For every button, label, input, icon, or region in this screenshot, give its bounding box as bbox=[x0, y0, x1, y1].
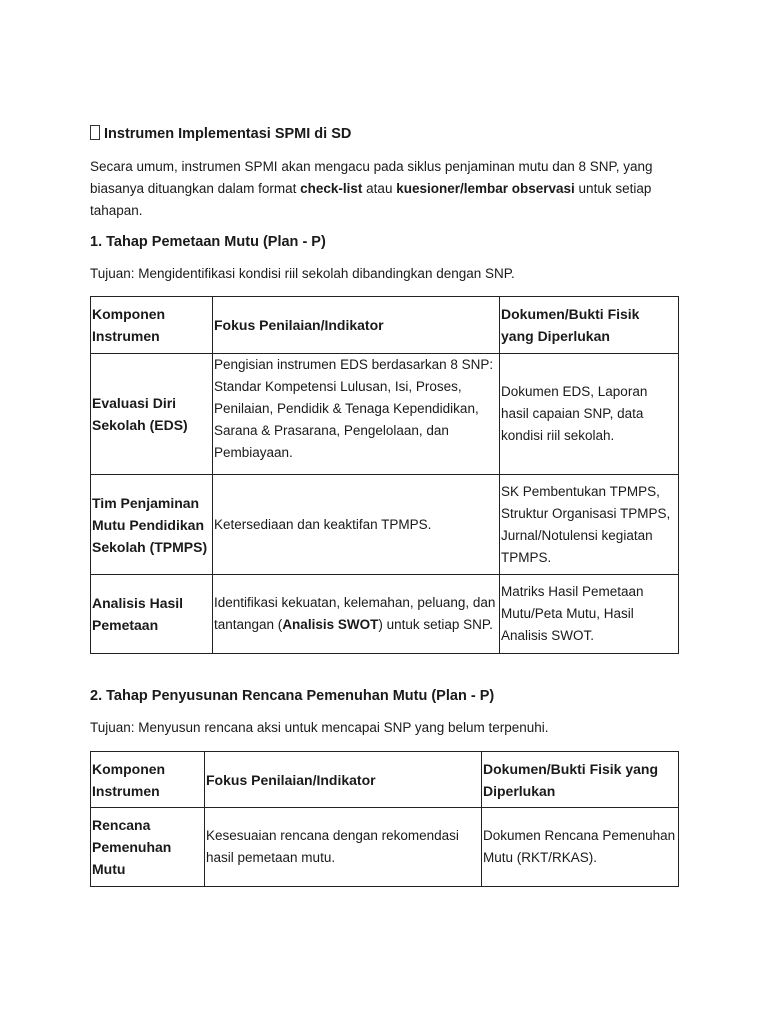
cell-fokus-text-2: ) untuk setiap SNP. bbox=[378, 617, 493, 632]
cell-komponen: Rencana Pemenuhan Mutu bbox=[91, 808, 205, 887]
header-fokus: Fokus Penilaian/Indikator bbox=[205, 752, 482, 808]
cell-dokumen: Matriks Hasil Pemetaan Mutu/Peta Mutu, Hasil Analisis SWOT. bbox=[500, 575, 679, 654]
section-1-table bbox=[90, 296, 679, 654]
section-2-goal: Tujuan: Menyusun rencana aksi untuk mencapai SNP yang belum terpenuhi. bbox=[90, 720, 549, 735]
cell-fokus: Kesesuaian rencana dengan rekomendasi hasil pemetaan mutu. bbox=[205, 808, 482, 887]
header-komponen: Komponen Instrumen bbox=[91, 297, 213, 354]
cell-fokus: Ketersediaan dan keaktifan TPMPS. bbox=[213, 475, 500, 575]
intro-text-2: atau bbox=[362, 181, 397, 196]
section-1-goal: Tujuan: Mengidentifikasi kondisi riil sekolah dibandingkan dengan SNP. bbox=[90, 266, 515, 281]
header-komponen: Komponen Instrumen bbox=[91, 752, 205, 808]
table-row bbox=[91, 575, 679, 654]
cell-komponen: Analisis Hasil Pemetaan bbox=[91, 575, 213, 654]
table-header-row bbox=[91, 752, 679, 808]
intro-paragraph bbox=[90, 156, 678, 222]
table-row bbox=[91, 475, 679, 575]
header-dokumen: Dokumen/Bukti Fisik yang Diperlukan bbox=[500, 297, 679, 354]
document-title bbox=[90, 124, 351, 144]
header-fokus: Fokus Penilaian/Indikator bbox=[213, 297, 500, 354]
section-2-heading: 2. Tahap Penyusunan Rencana Pemenuhan Mutu (Plan - P) bbox=[90, 688, 495, 704]
document-title-text: Instrumen Implementasi SPMI di SD bbox=[104, 126, 352, 142]
cell-dokumen: SK Pembentukan TPMPS, Struktur Organisasi TPMPS, Jurnal/Notulensi kegiatan TPMPS. bbox=[500, 475, 679, 575]
intro-text-1: Secara umum, instrumen SPMI akan mengacu pada siklus penjaminan mutu dan 8 SNP, yang biasanya dituangkan dalam format bbox=[90, 159, 653, 196]
cell-dokumen: Dokumen EDS, Laporan hasil capaian SNP, data kondisi riil sekolah. bbox=[500, 354, 679, 475]
table-header-row bbox=[91, 297, 679, 354]
section-1-heading: 1. Tahap Pemetaan Mutu (Plan - P) bbox=[90, 234, 326, 250]
intro-bold-checklist: check-list bbox=[300, 181, 363, 196]
cell-dokumen: Dokumen Rencana Pemenuhan Mutu (RKT/RKAS). bbox=[482, 808, 679, 887]
table-row bbox=[91, 808, 679, 887]
cell-komponen: Tim Penjaminan Mutu Pendidikan Sekolah (TPMPS) bbox=[91, 475, 213, 575]
cell-fokus bbox=[213, 575, 500, 654]
cell-fokus-text-1: Identifikasi kekuatan, kelemahan, peluang, dan tantangan ( bbox=[214, 595, 496, 632]
missing-glyph-icon bbox=[90, 125, 100, 140]
cell-komponen: Evaluasi Diri Sekolah (EDS) bbox=[91, 354, 213, 475]
cell-fokus: Pengisian instrumen EDS berdasarkan 8 SNP: Standar Kompetensi Lulusan, Isi, Proses, Penilaian, Pendidik & Tenaga Kependidikan, Sarana & Prasarana, Pengelolaan, dan Pembiayaan. bbox=[213, 354, 500, 475]
header-dokumen: Dokumen/Bukti Fisik yang Diperlukan bbox=[482, 752, 679, 808]
intro-text-3: untuk setiap tahapan. bbox=[90, 181, 652, 218]
section-2-table bbox=[90, 751, 679, 887]
table-row bbox=[91, 354, 679, 475]
cell-fokus-bold-swot: Analisis SWOT bbox=[282, 617, 379, 632]
intro-bold-kuesioner: kuesioner/lembar observasi bbox=[396, 181, 575, 196]
